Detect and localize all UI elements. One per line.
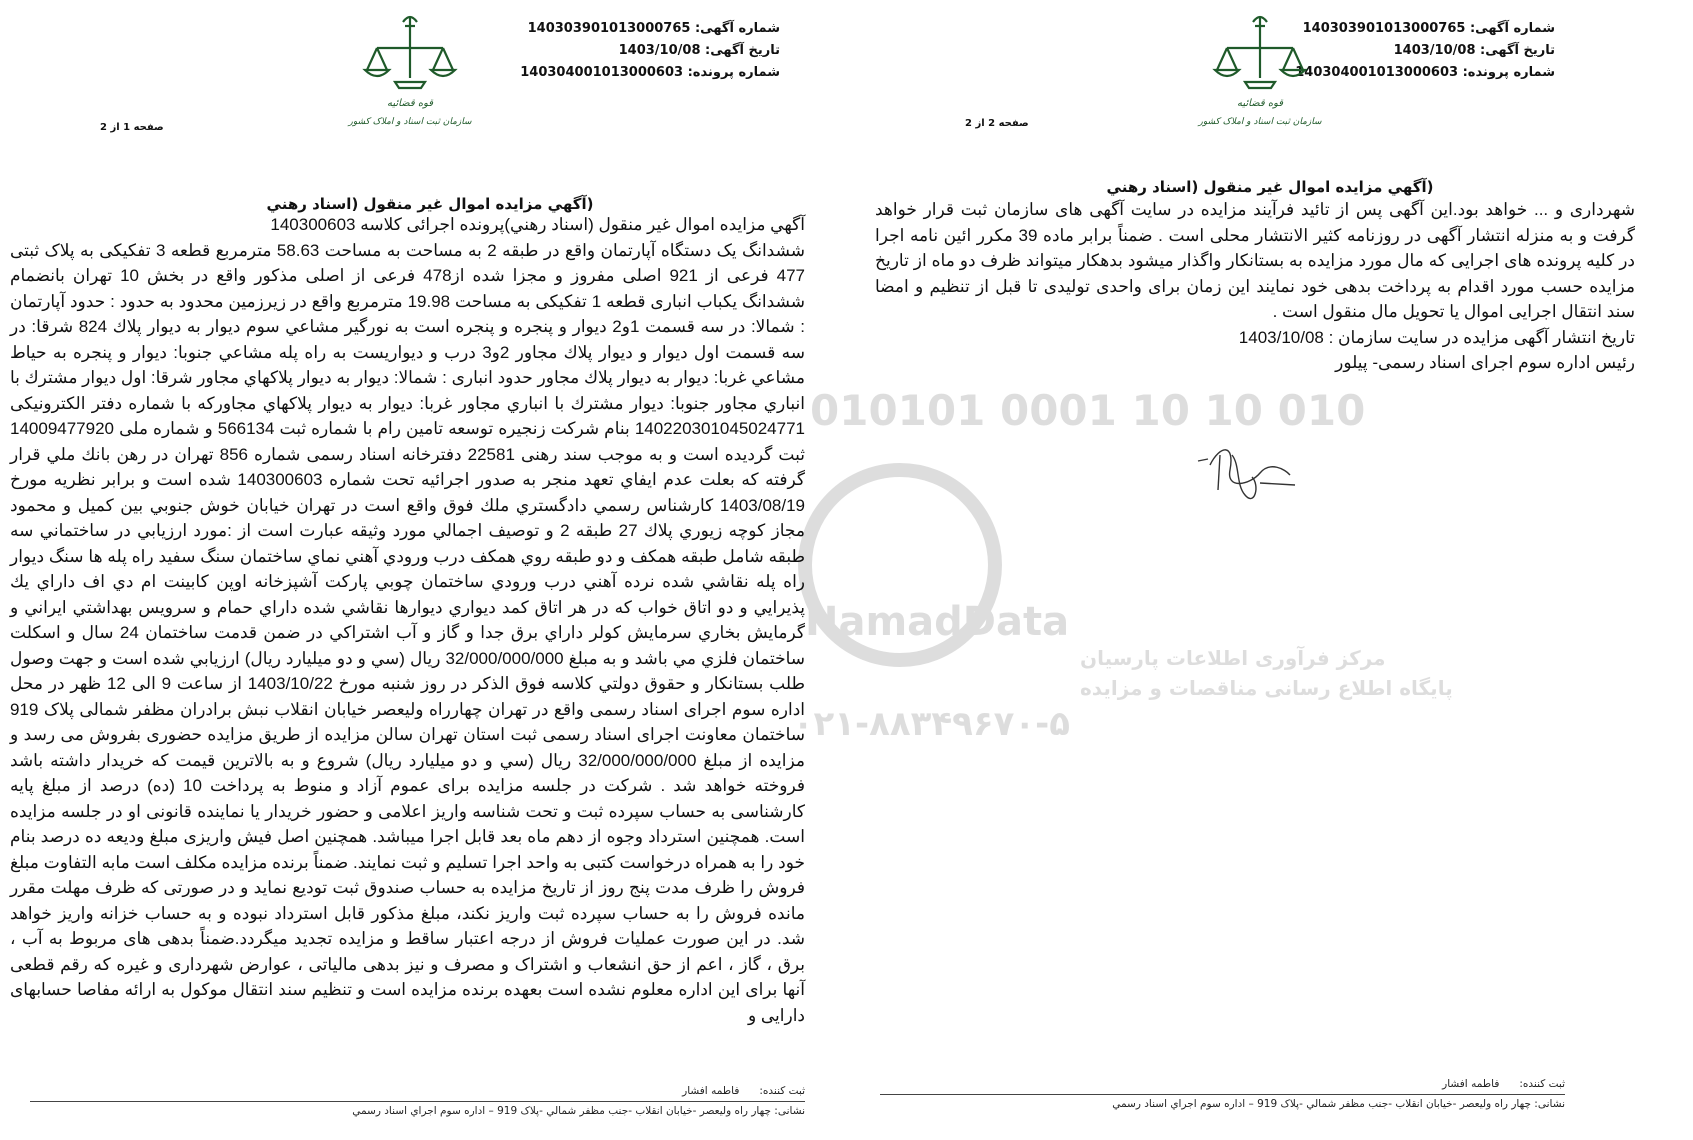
notice-date-label: تاریخ آگهی: (1480, 43, 1555, 58)
notice-header (520, 18, 780, 84)
body-paragraph: شهرداری و ... خواهد بود.این آگهی پس از تائید فرآیند مزایده در سایت آگهی های سازمان ثبت قرار خواهد گرفت و به منزله انتشار آگهی در روزنامه کثیر الانتشار محلی است . ضمناً برابر ماده 39 مکرر ائین نامه اجرا در کلیه پرونده های اجرایی که مال مورد مزایده به بستانکار واگذار میشود بدهکار میتواند ظرف دو ماه از تاریخ مزایده حسب مورد اقدام به پرداخت بدهی خود نمایند این زمان برای واحدی تولیدی تا قبل از تنظیم و امضا سند انتقال اجرایی اموال یا تحویل مال منقول است . (875, 200, 1636, 321)
notice-number-label: شماره آگهی: (1469, 21, 1555, 36)
file-number-row (520, 62, 780, 84)
notice-date-label: تاریخ آگهی: (705, 43, 780, 58)
registrar-label: ثبت کننده: (759, 1085, 805, 1097)
file-number: 140304001013000603 (1295, 65, 1459, 80)
notice-heading-line: آگهي مزايده اموال غير منقول (اسناد رهني)پرونده اجرائی كلاسه 140300603 (270, 215, 805, 234)
registrar-label: ثبت کننده: (1519, 1078, 1565, 1090)
address-text: چهار راه وليعصر -خيابان انقلاب -جنب مظفر شمالي -پلاک 919 – اداره سوم اجراي اسناد رسمي (1112, 1098, 1531, 1110)
signature-image (1190, 425, 1305, 520)
emblem-line-2: سازمان ثبت اسناد و املاک کشور (1198, 117, 1322, 127)
file-number: 140304001013000603 (520, 65, 684, 80)
notice-number: 140303901013000765 (527, 21, 691, 36)
notice-date-row (520, 40, 780, 62)
address-row (880, 1098, 1565, 1110)
signatory-line: رئیس اداره سوم اجرای اسناد رسمی- پیلور (1335, 353, 1635, 372)
registrar-name: فاطمه افشار (682, 1085, 740, 1097)
file-number-row (1295, 62, 1555, 84)
body-paragraph: ششدانگ یک دستگاه آپارتمان واقع در طبقه 2 به مساحت به مساحت 58.63 مترمربع قطعه 3 تفکیکی به پلاک ثبتی 477 فرعی از 921 اصلی مفروز و مجزا شده از478 فرعی از اصلی مذکور واقع در بخش 10 تهران بانضمام ششدانگ یکباب انباری قطعه 1 تفکیکی به مساحت 19.98 مترمربع واقع در زیرزمین محدود به حدود : حدود آپارتمان : شمالا: در سه قسمت 1و2 ديوار و پنجره و پنجره است به نورگير مشاعي سوم ديوار به ديوار پلاك 824 شرقا: در سه قسمت اول ديوار و ديوار پلاك مجاور 2و3 درب و ديواريست به راه پله مشاعي جنوبا: ديوار و پنجره به حياط مشاعي غربا: ديوار به ديوار پلاك مجاور حدود انباری : شمالا: ديوار به ديوار پلاكهاي مجاور شرقا: اول ديوار مشترك با انباري مجاور جنوبا: ديوار مشترك با انباري مجاور غربا: ديوار به ديوار پلاكهاي مجاوركه با شماره دفتر الکترونیکی 140220301045024771 بنام شرکت زنجیره توسعه تامین رام با شماره ثبت 566134 و شماره ملی 14009477920 ثبت گردیده است و به موجب سند رهنی 22581 دفترخانه اسناد رسمی شماره 856 تهران در رهن بانك ملي قرار گرفته كه بعلت عدم ايفاي تعهد منجر به صدور اجرائيه تحت شماره 140300603 شده است و برابر نظريه مورخ 1403/08/19 كارشناس رسمي دادگستري ملك فوق واقع است در تهران خيابان خوش جنوبي بين كميل و محمود مجاز كوچه زيوري پلاك 27 طبقه 2 و توصيف اجمالي مورد وثيقه عبارت است از :مورد ارزيابي در ساختماني سه طبقه شامل طبقه همكف و دو طبقه روي همكف درب ورودي آهني نماي ساختمان سنگ سفيد راه پله ها سنگ ديوار راه پله نقاشي شده نرده آهني درب ورودي ساختمان چوبي پاركت آشپزخانه اوپن كابينت ام دي اف داراي يك پذيرايي و دو اتاق خواب كه در هر اتاق كمد ديواري ديوارها نقاشي شده داراي حمام و سرويس بهداشتي ايراني و گرمايش بخاري سرمايش كولر داراي برق جدا و گاز و آب اشتراكي در ضمن قدمت ساختمان 24 سال و اسكلت ساختمان فلزي مي باشد و به مبلغ 32/000/000/000 ريال (سي و دو ميليارد ريال) ارزيابي شده است و جهت وصول طلب بستانكار و حقوق دولتي كلاسه فوق الذكر در روز شنبه مورخ 1403/10/22 از ساعت 9 الی 12 ظهر در محل اداره سوم اجرای اسناد رسمی واقع در تهران چهارراه وليعصر خيابان انقلاب نبش برادران مظفر شمالی پلاک 919 ساختمان معاونت اجرای اسناد رسمی ثبت استان تهران سالن مزايده از طريق مزايده حضوری بفروش می رسد و مزايده از مبلغ 32/000/000/000 ريال (سي و دو ميليارد ريال) شروع و به بالاترين قيمت كه خريدار داشته باشد فروخته خواهد شد . شرکت در جلسه مزایده برای عموم آزاد و منوط به پرداخت 10 (ده) درصد از مبلغ پایه کارشناسی به حساب سپرده ثبت و تحت شناسه واریز اعلامی و حضور خریدار یا نماینده قانونی او در جلسه مزایده است. همچنین استرداد وجوه از دهم ماه بعد قابل اجرا میباشد. همچنین اصل فیش واریزی مبلغ ودیعه ده درصد بنام خود را به همراه درخواست کتبی به واحد اجرا تسلیم و ثبت نمایند. ضمناً برنده مزایده مکلف است مابه التفاوت مبلغ فروش را ظرف مدت پنج روز از تاریخ مزایده به حساب صندوق ثبت تودیع نماید و در صورتی که ظرف مهلت مقرر مانده فروش را به حساب سپرده ثبت واریز نکند، مبلغ مذکور قابل استرداد نبوده و به حساب خزانه واریز خواهد شد. در این صورت عملیات فروش از درجه اعتبار ساقط و مزایده تجدید میگردد.ضمناً بدهی های مربوط به آب ، برق ، گاز ، اعم از حق انشعاب و اشتراک و مصرف و نیز بدهی مالیاتی ، عوارض شهرداری و غیره که رقم قطعی آنها برای این اداره معلوم نشده است بعهده برنده مزایده است و تنظیم سند انتقال موکول به ارائه مفاصا حسابهای دارایی و (10, 240, 806, 1025)
notice-body (875, 197, 1635, 376)
address-label: نشانی: (1534, 1098, 1565, 1110)
registrar-name: فاطمه افشار (1442, 1078, 1500, 1090)
judiciary-emblem-icon (348, 8, 472, 138)
file-number-label: شماره پرونده: (1462, 65, 1555, 80)
watermark-phone: ۰۲۱-۸۸۳۴۹۶۷۰-۵ (792, 704, 1070, 744)
registrar-row (880, 1078, 1565, 1090)
notice-footer (30, 1085, 805, 1117)
notice-date: 1403/10/08 (618, 43, 701, 58)
emblem-line-1: قوه قضائیه (386, 98, 434, 109)
page-number: صفحه 1 از 2 (100, 122, 164, 133)
notice-number-label: شماره آگهی: (694, 21, 780, 36)
notice-title: (آگهي مزايده اموال غير منقول (اسناد رهني (266, 195, 594, 213)
emblem-line-1: قوه قضائیه (1236, 98, 1284, 109)
address-label: نشانی: (774, 1105, 805, 1117)
publish-date-line: تاریخ انتشار آگهی مزایده در سایت سازمان : 1403/10/08 (1238, 327, 1635, 347)
watermark-digits: 010101 0001 10 10 010 (810, 386, 1366, 435)
footer-divider (30, 1101, 805, 1102)
address-text: چهار راه وليعصر -خيابان انقلاب -جنب مظفر شمالي -پلاک 919 – اداره سوم اجراي اسناد رسمي (352, 1105, 771, 1117)
notice-date: 1403/10/08 (1393, 43, 1476, 58)
page-number: صفحه 2 از 2 (965, 118, 1029, 129)
notice-body (10, 212, 805, 1028)
judiciary-emblem-icon (1198, 8, 1322, 138)
registrar-row (30, 1085, 805, 1097)
notice-page-2 (875, 0, 1665, 1140)
notice-number-row (520, 18, 780, 40)
watermark-line-2: پایگاه اطلاع رسانی مناقصات و مزایده (1080, 676, 1453, 700)
watermark-line-1: مرکز فرآوری اطلاعات پارسیان (1080, 646, 1386, 670)
notice-number-row (1295, 18, 1555, 40)
address-row (30, 1105, 805, 1117)
notice-footer (880, 1078, 1565, 1110)
footer-divider (880, 1094, 1565, 1095)
notice-header (1295, 18, 1555, 84)
emblem-line-2: سازمان ثبت اسناد و املاک کشور (348, 117, 472, 127)
notice-number: 140303901013000765 (1302, 21, 1466, 36)
watermark-brand: HamadData (805, 599, 1070, 645)
notice-date-row (1295, 40, 1555, 62)
notice-title: (آگهي مزايده اموال غير منقول (اسناد رهني (1106, 178, 1434, 196)
file-number-label: شماره پرونده: (687, 65, 780, 80)
